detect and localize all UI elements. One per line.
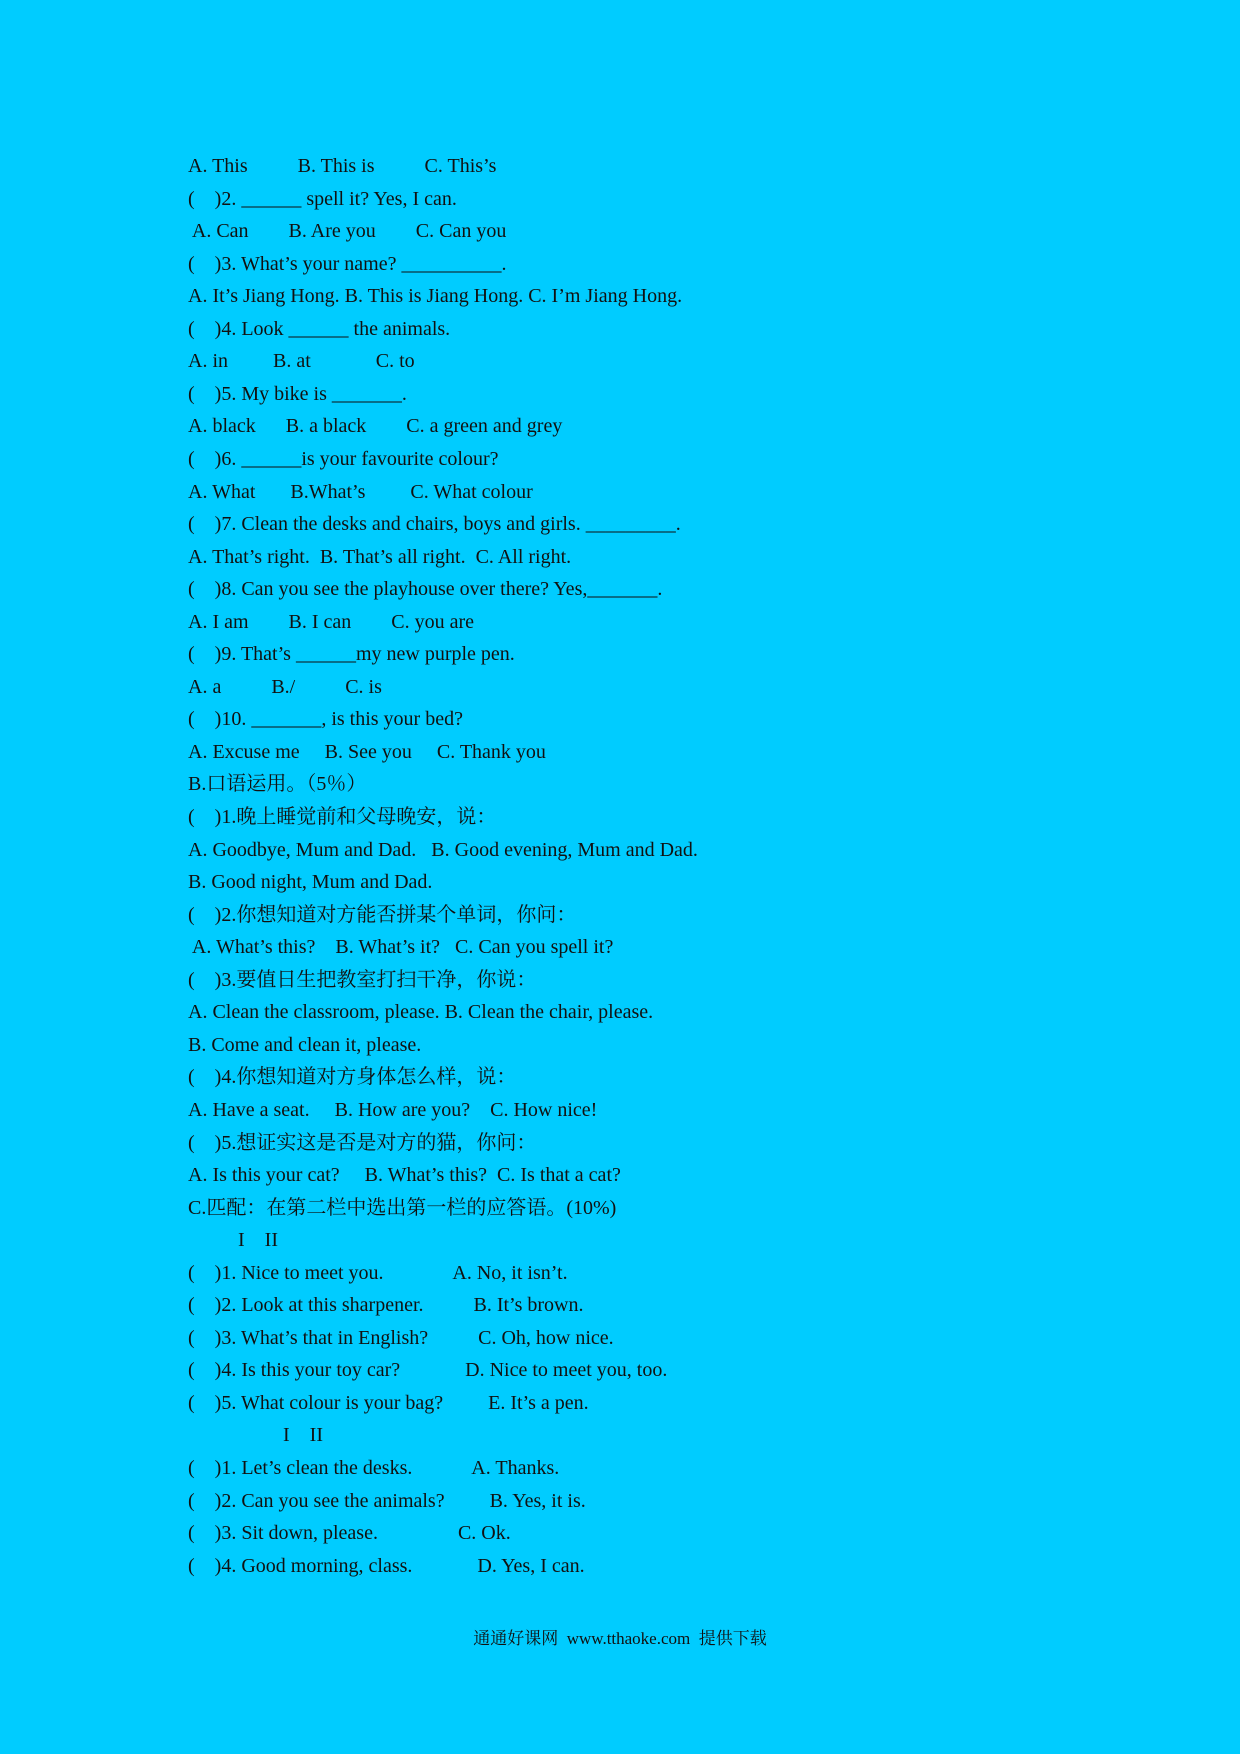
text-line: A. Is this your cat? B. What’s this? C. Is that a cat? bbox=[188, 1164, 621, 1186]
text-line: A. black B. a black C. a green and grey bbox=[188, 415, 563, 438]
text-line: ( )4. Is this your toy car? D. Nice to meet you, too. bbox=[188, 1359, 668, 1382]
text-line: ( )2. Can you see the animals? B. Yes, it is. bbox=[188, 1489, 586, 1512]
text-line: ( )3. What’s that in English? C. Oh, how nice. bbox=[188, 1326, 614, 1349]
text-line: ( )7. Clean the desks and chairs, boys and girls. _________. bbox=[188, 513, 681, 535]
text-line: C.匹配：在第二栏中选出第一栏的应答语。(10%) bbox=[188, 1196, 617, 1219]
text-line: A. Have a seat. B. How are you? C. How nice! bbox=[188, 1098, 598, 1121]
page-footer: 通通好课网 www.tthaoke.com 提供下载 bbox=[473, 1629, 767, 1648]
text-line: A. What’s this? B. What’s it? C. Can you spell it? bbox=[188, 936, 614, 959]
text-line: I II bbox=[188, 1229, 278, 1252]
text-line: ( )5. My bike is _______. bbox=[188, 382, 407, 405]
text-line: ( )8. Can you see the playhouse over there? Yes,_______. bbox=[188, 578, 663, 601]
text-line: ( )4.你想知道对方身体怎么样，说： bbox=[188, 1066, 517, 1089]
text-line: B.口语运用。（5％） bbox=[188, 773, 367, 796]
text-line: ( )10. _______, is this your bed? bbox=[188, 708, 463, 731]
text-line: ( )3. What’s your name? __________. bbox=[188, 252, 507, 275]
text-line: A. This B. This is C. This’s bbox=[188, 155, 497, 177]
text-line: A. in B. at C. to bbox=[188, 350, 415, 373]
text-line: A. What B.What’s C. What colour bbox=[188, 480, 533, 503]
text-line: ( )2. ______ spell it? Yes, I can. bbox=[188, 187, 457, 210]
text-line: B. Come and clean it, please. bbox=[188, 1033, 422, 1056]
text-line: ( )4. Look ______ the animals. bbox=[188, 317, 451, 340]
text-line: A. Excuse me B. See you C. Thank you bbox=[188, 740, 546, 763]
text-line: ( )1. Let’s clean the desks. A. Thanks. bbox=[188, 1457, 560, 1479]
text-line: ( )5.想证实这是否是对方的猫，你问： bbox=[188, 1131, 537, 1154]
text-line: B. Good night, Mum and Dad. bbox=[188, 871, 433, 894]
text-line: A. It’s Jiang Hong. B. This is Jiang Hong. C. I’m Jiang Hong. bbox=[188, 285, 683, 308]
text-line: ( )5. What colour is your bag? E. It’s a pen. bbox=[188, 1391, 589, 1414]
text-line: ( )6. ______is your favourite colour? bbox=[188, 447, 499, 470]
text-line: I II bbox=[188, 1424, 323, 1447]
text-line: ( )1. Nice to meet you. A. No, it isn’t. bbox=[188, 1261, 568, 1284]
text-line: ( )9. That’s ______my new purple pen. bbox=[188, 643, 515, 666]
text-line: ( )1.晚上睡觉前和父母晚安，说： bbox=[188, 806, 497, 828]
text-line: ( )2.你想知道对方能否拼某个单词，你问： bbox=[188, 903, 577, 926]
text-line: A. a B./ C. is bbox=[188, 675, 382, 698]
text-line: ( )3.要值日生把教室打扫干净，你说： bbox=[188, 968, 537, 991]
text-line: ( )2. Look at this sharpener. B. It’s brown. bbox=[188, 1294, 584, 1317]
text-line: ( )4. Good morning, class. D. Yes, I can. bbox=[188, 1554, 585, 1577]
text-line: ( )3. Sit down, please. C. Ok. bbox=[188, 1522, 511, 1545]
text-line: A. Clean the classroom, please. B. Clean the chair, please. bbox=[188, 1001, 654, 1024]
text-line: A. That’s right. B. That’s all right. C. All right. bbox=[188, 545, 572, 568]
text-line: A. Goodbye, Mum and Dad. B. Good evening, Mum and Dad. bbox=[188, 838, 698, 861]
text-line: A. I am B. I can C. you are bbox=[188, 610, 475, 633]
text-line: A. Can B. Are you C. Can you bbox=[188, 220, 507, 243]
